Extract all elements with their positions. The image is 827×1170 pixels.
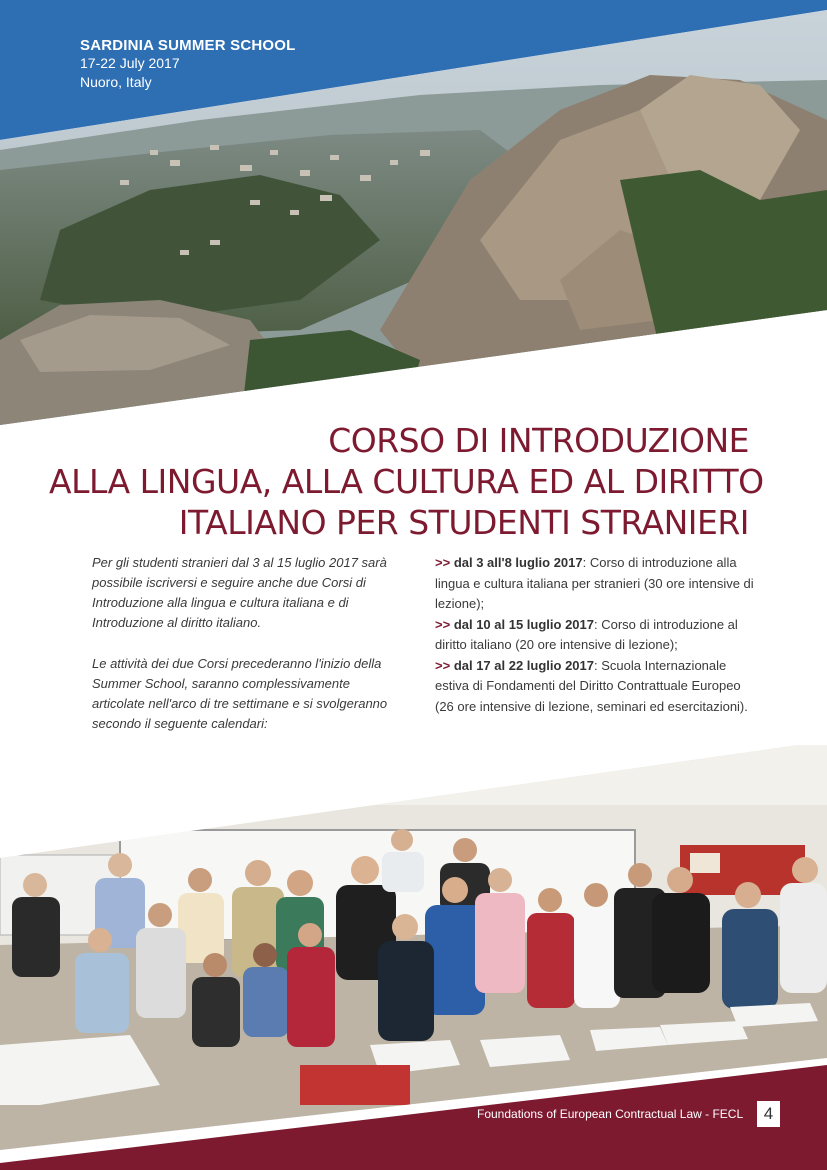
schedule-dates: dal 10 al 15 luglio 2017 — [453, 616, 594, 632]
schedule-item — [435, 615, 755, 656]
title-line-2: ALLA LINGUA, ALLA CULTURA ED AL DIRITTO — [49, 462, 764, 501]
event-title: SARDINIA SUMMER SCHOOL — [80, 37, 296, 54]
title-line-1: CORSO DI INTRODUZIONE — [328, 421, 749, 460]
arrow-icon: >> — [435, 657, 451, 673]
schedule-description: : Corso di introduzione al diritto italiano (20 ore intensive di lezione); — [435, 616, 738, 652]
page-number: 4 — [757, 1101, 780, 1127]
intro-paragraph-2: Le attività dei due Corsi precederanno l'inizio della Summer School, saranno complessivamente articolate nell'arco di tre settimane e si svolgeranno secondo il seguente calendari: — [92, 656, 388, 731]
arrow-icon: >> — [435, 555, 451, 570]
schedule-item — [435, 656, 755, 718]
schedule-dates: dal 3 all'8 luglio 2017 — [453, 555, 583, 570]
schedule-description: : Corso di introduzione alla lingua e cultura italiana per stranieri (30 ore intensive di lezione); — [435, 555, 754, 611]
title-line-3: ITALIANO PER STUDENTI STRANIERI — [178, 503, 749, 542]
arrow-icon: >> — [435, 616, 451, 632]
event-header — [80, 37, 296, 92]
event-dates: 17-22 July 2017 — [80, 55, 180, 71]
schedule-item — [435, 553, 755, 615]
intro-paragraph-1: Per gli studenti stranieri dal 3 al 15 luglio 2017 sarà possibile iscriversi e seguire anche due Corsi di Introduzione alla lingua e cultura italiana e di Introduzione al diritto italiano. — [92, 555, 387, 630]
event-location: Nuoro, Italy — [80, 74, 152, 90]
schedule-column — [435, 553, 755, 717]
page-title — [49, 420, 764, 543]
footer-text: Foundations of European Contractual Law - FECL — [477, 1107, 744, 1121]
schedule-dates: dal 17 al 22 luglio 2017 — [453, 657, 594, 673]
schedule-description: : Scuola Internazionale estiva di Fondamenti del Diritto Contrattuale Europeo (26 ore intensive di lezione, seminari ed esercitazioni). — [435, 657, 748, 714]
intro-column — [92, 553, 392, 755]
